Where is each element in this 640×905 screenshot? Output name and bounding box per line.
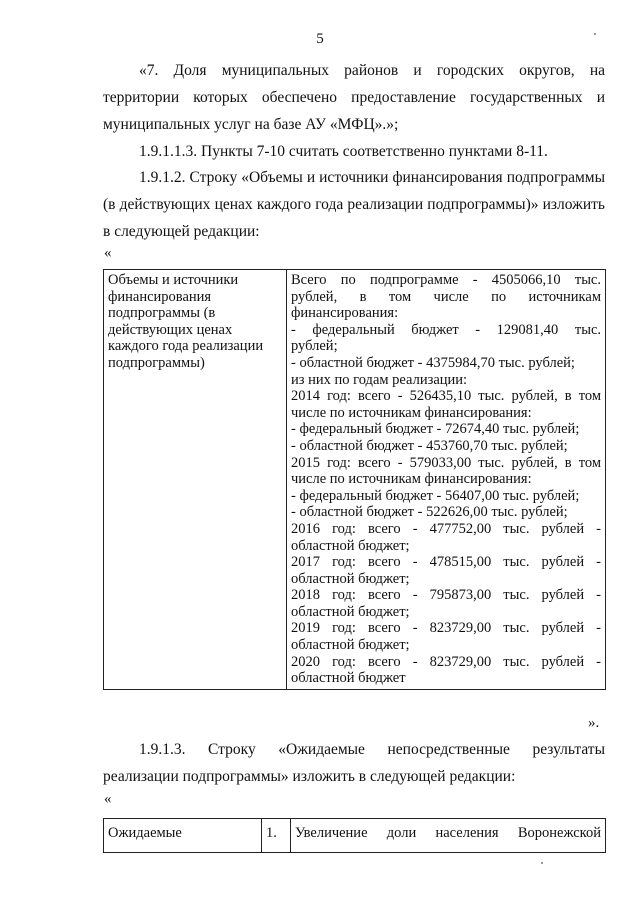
value-line: областной бюджет: [291, 670, 406, 687]
opening-quote-mark: «: [104, 245, 112, 261]
scan-speck: [541, 862, 543, 864]
paragraph-item-7: «7. Доля муниципальных районов и городских округов, на территории которых обеспечено предоставление государственных и муниципальных услуг на базе АУ «МФЦ».»;: [103, 62, 605, 133]
value-line: - областной бюджет - 4375984,70 тыс. рублей;: [291, 354, 575, 371]
value-line: - областной бюджет - 453760,70 тыс. рублей;: [291, 437, 568, 454]
scan-speck: [594, 33, 596, 35]
financing-table: [103, 269, 606, 690]
label-line: Объемы и источники: [108, 272, 239, 288]
value-line: числе по источникам финансирования:: [291, 404, 532, 421]
value-line: областной бюджет;: [291, 570, 410, 587]
opening-quote-mark-2: «: [104, 791, 112, 807]
value-line: финансирования:: [291, 305, 399, 322]
value-line: областной бюджет;: [291, 537, 410, 554]
results-value-cell: [291, 819, 606, 853]
table-row: [104, 270, 606, 690]
page-number: 5: [316, 31, 324, 47]
results-label-cell: Ожидаемые: [104, 819, 262, 853]
value-line: областной бюджет;: [291, 603, 410, 620]
value-line: 2018 год: всего - 795873,00 тыс. рублей -: [291, 587, 601, 604]
paragraph-1-9-1-3: 1.9.1.3. Строку «Ожидаемые непосредственные результаты реализации подпрограммы» изложить в следующей редакции:: [103, 741, 605, 785]
financing-value-cell: [287, 270, 606, 690]
value-line: рублей;: [291, 338, 338, 355]
value-line: числе по источникам финансирования:: [291, 471, 532, 488]
value-line: из них по годам реализации:: [291, 371, 468, 388]
value-line: 2017 год: всего - 478515,00 тыс. рублей -: [291, 554, 601, 571]
value-line: Всего по подпрограмме - 4505066,10 тыс.: [291, 272, 601, 288]
paragraph-1-9-1-1-3: 1.9.1.1.3. Пункты 7-10 считать соответственно пунктами 8-11.: [139, 143, 548, 160]
value-line: рублей, в том числе по источникам: [291, 288, 601, 305]
results-number-cell: 1.: [262, 819, 291, 853]
label-line: подпрограммы): [108, 354, 205, 371]
value-line: - федеральный бюджет - 56407,00 тыс. рублей;: [291, 487, 580, 504]
value-line: Увеличение доли населения Воронежской: [295, 825, 601, 841]
value-line: 2016 год: всего - 477752,00 тыс. рублей -: [291, 520, 601, 537]
label-line: каждого года реализации: [108, 338, 264, 355]
value-line: 2019 год: всего - 823729,00 тыс. рублей -: [291, 620, 601, 637]
label-line: подпрограммы (в: [108, 305, 216, 322]
value-line: 2020 год: всего - 823729,00 тыс. рублей -: [291, 653, 601, 670]
value-line: 2014 год: всего - 526435,10 тыс. рублей, в том: [291, 388, 601, 405]
results-table: [103, 818, 606, 853]
closing-quote-mark: ».: [588, 715, 600, 731]
label-line: финансирования: [108, 288, 212, 305]
value-line: - областной бюджет - 522626,00 тыс. рублей;: [291, 504, 568, 521]
value-line: 2015 год: всего - 579033,00 тыс. рублей, в том: [291, 454, 601, 471]
table-row: [104, 819, 606, 853]
value-line: областной бюджет;: [291, 637, 410, 654]
label-line: действующих ценах: [108, 321, 233, 338]
value-line: - федеральный бюджет - 129081,40 тыс.: [291, 321, 601, 338]
value-line: - федеральный бюджет - 72674,40 тыс. рублей;: [291, 421, 580, 438]
financing-label-cell: [104, 270, 287, 690]
paragraph-1-9-1-2: 1.9.1.2. Строку «Объемы и источники финансирования подпрограммы (в действующих ценах каждого года реализации подпрограммы)» изложить в следующей редакции:: [103, 169, 605, 240]
